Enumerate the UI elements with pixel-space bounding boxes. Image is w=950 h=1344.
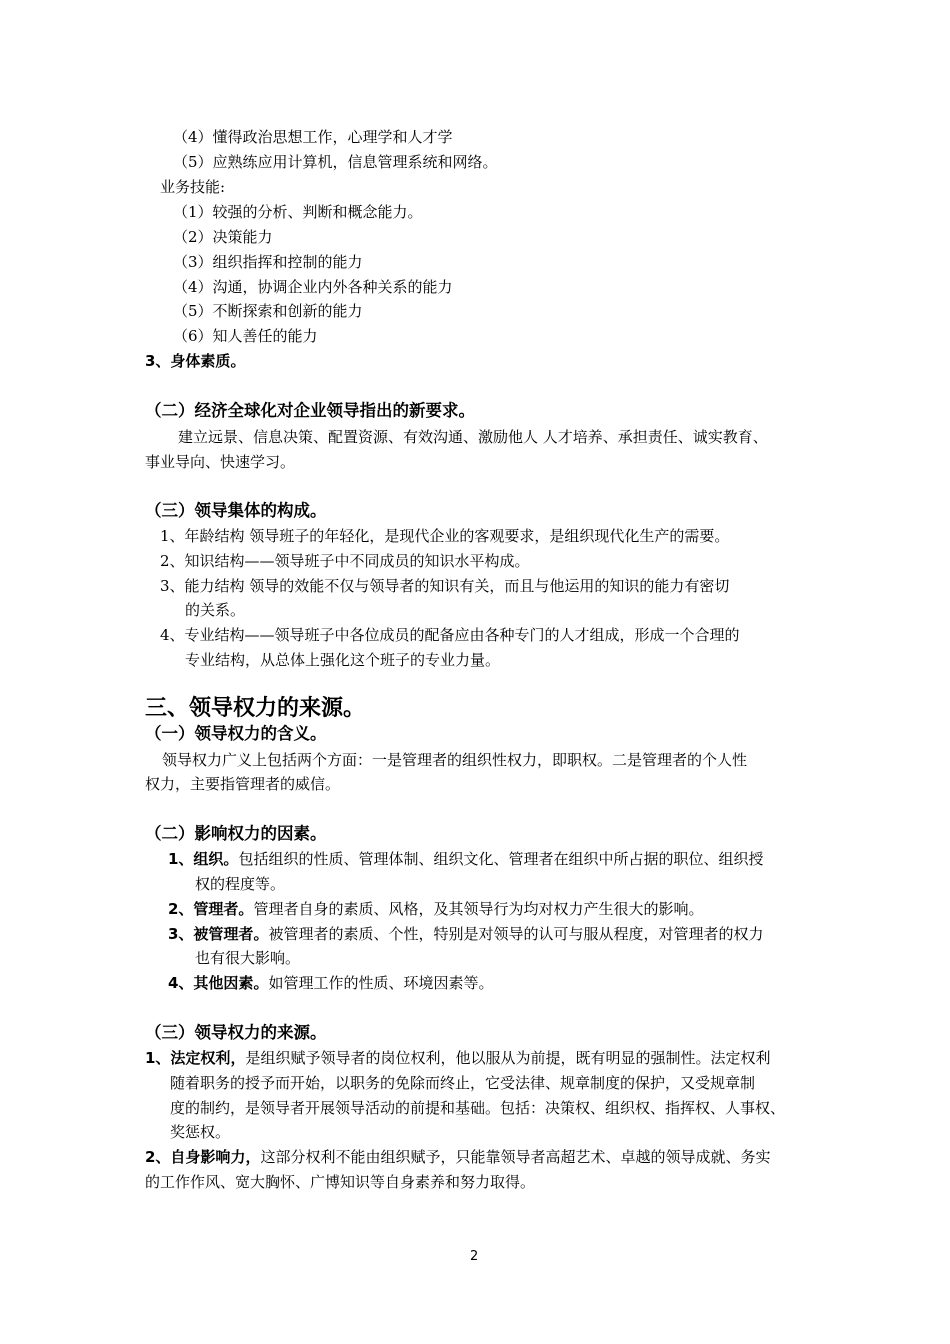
factor-continuation: 权的程度等。: [195, 875, 286, 893]
list-item: （3）组织指挥和控制的能力: [173, 253, 363, 271]
paragraph-line: 专业结构，从总体上强化这个班子的专业力量。: [185, 651, 501, 669]
section-title: 三、领导权力的来源。: [145, 696, 366, 721]
paragraph-line: 事业导向、快速学习。: [145, 453, 296, 471]
list-item: （5）应熟练应用计算机，信息管理系统和网络。: [173, 153, 498, 171]
globalization-heading: （二）经济全球化对企业领导指出的新要求。: [145, 401, 475, 420]
factor-text: 包括组织的性质、管理体制、组织文化、管理者在组织中所占据的职位、组织授: [238, 850, 764, 868]
factor-label: 4、其他因素。: [168, 974, 269, 992]
paragraph-line: 1、年龄结构 领导班子的年轻化，是现代企业的客观要求，是组织现代化生产的需要。: [160, 527, 730, 545]
source-label: 2、自身影响力，: [145, 1148, 261, 1166]
source-continuation: 奖惩权。: [170, 1123, 231, 1141]
list-item: （1）较强的分析、判断和概念能力。: [173, 203, 423, 221]
source-text: 是组织赋予领导者的岗位权利，他以服从为前提，既有明显的强制性。法定权利: [245, 1049, 771, 1067]
business-skills-heading: 业务技能:: [160, 178, 226, 196]
factors-heading: （二）影响权力的因素。: [145, 824, 327, 843]
source-continuation: 度的制约，是领导者开展领导活动的前提和基础。包括：决策权、组织权、指挥权、人事权、: [170, 1099, 786, 1117]
source-label: 1、法定权利，: [145, 1049, 246, 1067]
factor-label: 1、组织。: [168, 850, 239, 868]
sources-heading: （三）领导权力的来源。: [145, 1023, 327, 1042]
factor-label: 2、管理者。: [168, 900, 254, 918]
list-item: （2）决策能力: [173, 228, 273, 246]
meaning-heading: （一）领导权力的含义。: [145, 724, 327, 743]
paragraph-line: 权力，主要指管理者的威信。: [145, 775, 341, 793]
paragraph-line: 4、专业结构——领导班子中各位成员的配备应由各种专门的人才组成，形成一个合理的: [160, 626, 740, 644]
factor-text: 被管理者的素质、个性，特别是对领导的认可与服从程度，对管理者的权力: [268, 925, 764, 943]
source-item: [145, 1047, 770, 1069]
factor-text: 管理者自身的素质、风格，及其领导行为均对权力产生很大的影响。: [253, 900, 704, 918]
page-number: 2: [470, 1249, 479, 1264]
factor-item: [168, 898, 703, 920]
list-item: （4）懂得政治思想工作，心理学和人才学: [173, 128, 453, 146]
leadership-team-heading: （三）领导集体的构成。: [145, 501, 327, 520]
paragraph-line: 3、能力结构 领导的效能不仅与领导者的知识有关，而且与他运用的知识的能力有密切: [160, 577, 730, 595]
source-continuation: 随着职务的授予而开始，以职务的免除而终止，它受法律、规章制度的保护，又受规章制: [170, 1074, 756, 1092]
paragraph-line: 建立远景、信息决策、配置资源、有效沟通、激励他人 人才培养、承担责任、诚实教育、: [178, 428, 768, 446]
source-continuation: 的工作作风、宽大胸怀、广博知识等自身素养和努力取得。: [145, 1173, 536, 1191]
list-item: （4）沟通，协调企业内外各种关系的能力: [173, 278, 453, 296]
factor-text: 如管理工作的性质、环境因素等。: [268, 974, 494, 992]
factor-label: 3、被管理者。: [168, 925, 269, 943]
list-item: （6）知人善任的能力: [173, 327, 318, 345]
factor-item: [168, 923, 763, 945]
source-item: [145, 1146, 770, 1168]
paragraph-line: 2、知识结构——领导班子中不同成员的知识水平构成。: [160, 552, 530, 570]
list-item: （5）不断探索和创新的能力: [173, 302, 363, 320]
factor-item: [168, 848, 763, 870]
source-text: 这部分权利不能由组织赋予，只能靠领导者高超艺术、卓越的领导成就、务实: [260, 1148, 771, 1166]
factor-continuation: 也有很大影响。: [195, 949, 301, 967]
body-quality-heading: 3、身体素质。: [145, 352, 246, 370]
paragraph-line: 领导权力广义上包括两个方面：一是管理者的组织性权力，即职权。二是管理者的个人性: [162, 751, 748, 769]
paragraph-line: 的关系。: [185, 601, 246, 619]
factor-item: [168, 972, 493, 994]
